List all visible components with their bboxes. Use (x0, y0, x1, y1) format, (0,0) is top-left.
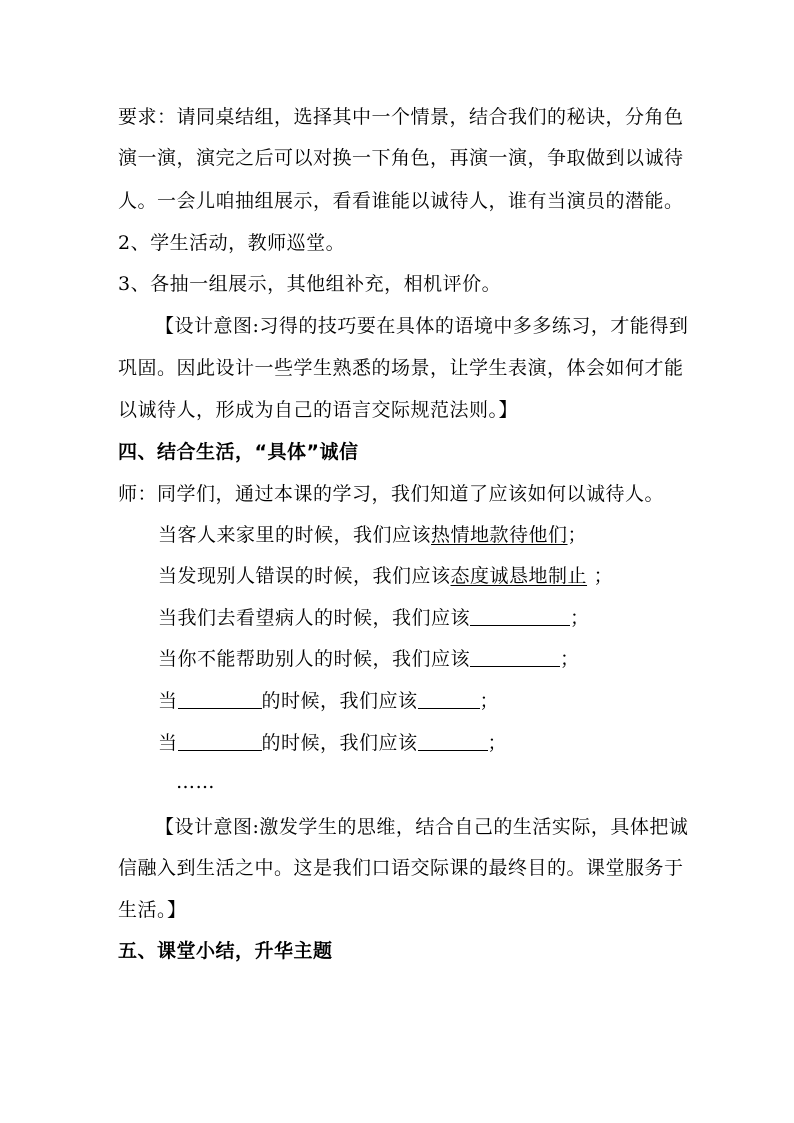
item-2-answer: 态度诚恳地制止 (450, 565, 588, 587)
item-1-answer: 热情地款待他们 (431, 524, 568, 546)
item-6-a: 当 (158, 732, 178, 754)
design-intent-2-line-3: 生活。】 (118, 899, 187, 921)
example-item-1 (158, 523, 587, 547)
requirement-line-1: 要求：请同桌结组，选择其中一个情景，结合我们的秘诀，分角色 (118, 106, 684, 128)
example-item-5 (158, 689, 499, 713)
item-6-blank-2[interactable] (418, 732, 488, 751)
requirement-line-2: 演一演，演完之后可以对换一下角色，再演一演，争取做到以诚待 (118, 147, 684, 169)
step-2: 2、学生活动，教师巡堂。 (118, 232, 346, 254)
item-3-blank[interactable] (470, 607, 570, 626)
item-2-suffix: ； (587, 565, 614, 587)
item-5-suffix: ； (479, 690, 500, 712)
item-6-suffix: ； (487, 732, 508, 754)
section-4-heading: 四、结合生活，“具体”诚信 (118, 441, 359, 463)
item-4-blank[interactable] (470, 648, 560, 667)
item-6-b: 的时候，我们应该 (261, 732, 418, 754)
example-item-4 (158, 647, 580, 671)
step-3: 3、各抽一组展示，其他组补充，相机评价。 (118, 273, 502, 295)
item-2-prefix: 当发现别人错误的时候，我们应该 (158, 565, 451, 587)
item-1-prefix: 当客人来家里的时候，我们应该 (158, 524, 432, 546)
item-4-prefix: 当你不能帮助别人的时候，我们应该 (158, 648, 471, 670)
design-intent-1-line-2: 巩固。因此设计一些学生熟悉的场景，让学生表演，体会如何才能 (118, 357, 684, 379)
item-5-blank-1[interactable] (178, 690, 262, 709)
section-5-heading: 五、课堂小结，升华主题 (118, 940, 333, 962)
item-6-blank-1[interactable] (178, 732, 262, 751)
example-item-6 (158, 731, 507, 755)
design-intent-1-line-1: 【设计意图:习得的技巧要在具体的语境中多多练习，才能得到 (155, 315, 689, 337)
item-3-prefix: 当我们去看望病人的时候，我们应该 (158, 607, 471, 629)
item-5-a: 当 (158, 690, 178, 712)
example-item-2 (158, 564, 613, 588)
design-intent-2-line-1: 【设计意图:激发学生的思维，结合自己的生活实际，具体把诚 (155, 816, 689, 838)
example-item-3 (158, 606, 590, 630)
item-3-suffix: ； (570, 607, 590, 629)
ellipsis: …… (176, 771, 215, 793)
requirement-line-3: 人。一会儿咱抽组展示，看看谁能以诚待人，谁有当演员的潜能。 (118, 190, 684, 212)
item-5-b: 的时候，我们应该 (261, 690, 418, 712)
item-1-suffix: ； (567, 524, 588, 546)
teacher-line: 师：同学们，通过本课的学习，我们知道了应该如何以诚待人。 (118, 483, 665, 505)
item-5-blank-2[interactable] (418, 690, 480, 709)
design-intent-1-line-3: 以诚待人，形成为自己的语言交际规范法则。】 (118, 399, 519, 421)
design-intent-2-line-2: 信融入到生活之中。这是我们口语交际课的最终目的。课堂服务于 (118, 857, 684, 879)
item-4-suffix: ； (560, 648, 580, 670)
